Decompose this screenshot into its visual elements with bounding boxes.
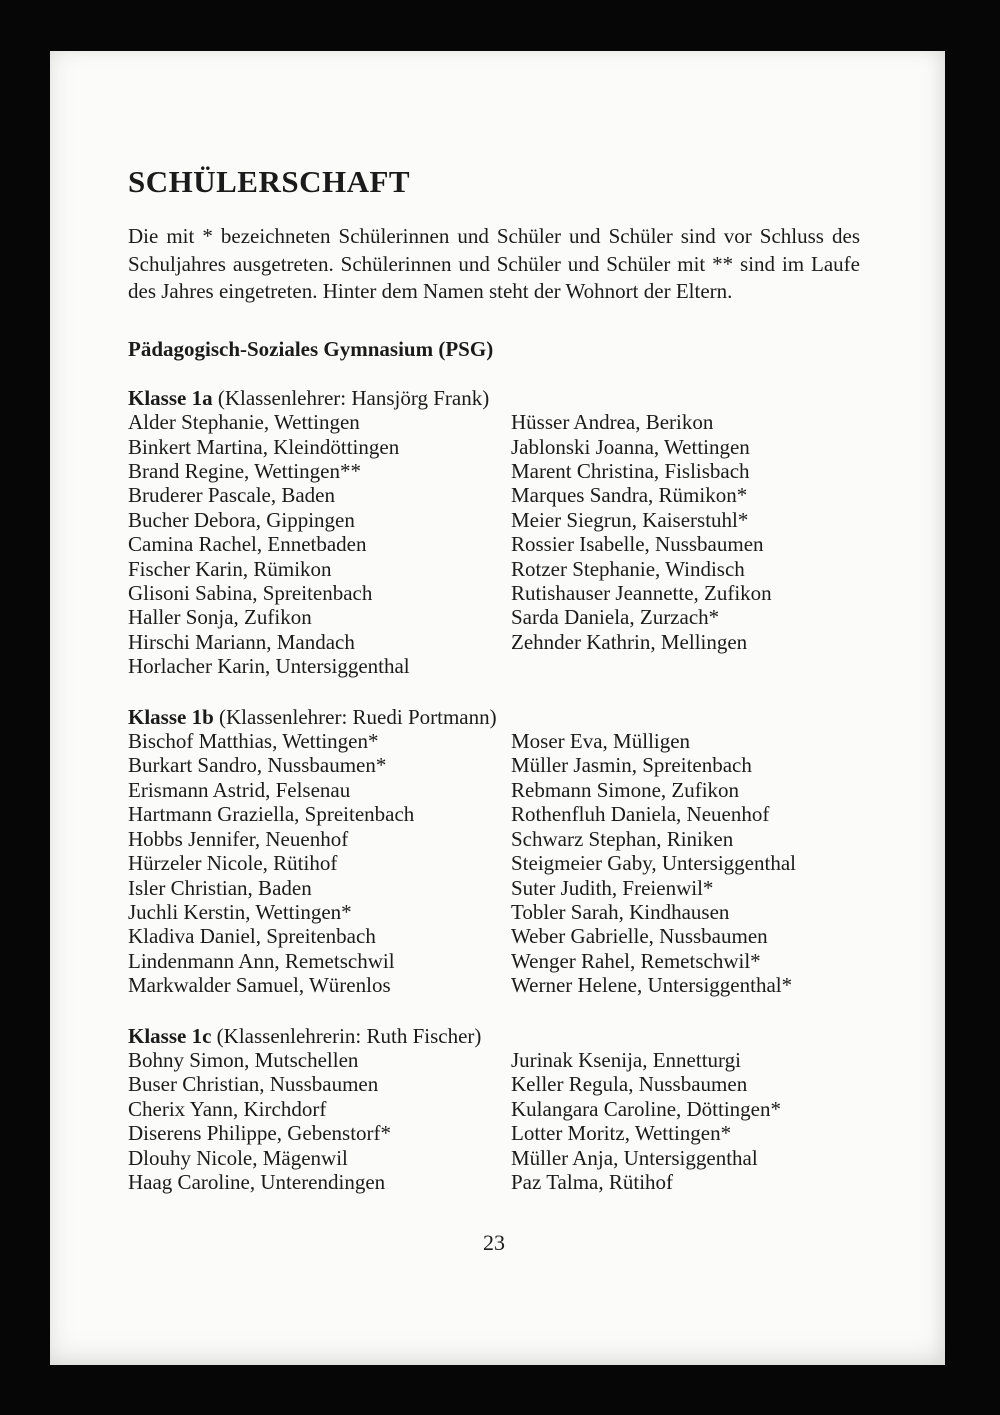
student-column-right: [511, 729, 887, 997]
student-entry: Haag Caroline, Unterendingen: [128, 1169, 386, 1194]
class-header: [128, 386, 887, 410]
student-columns: [128, 729, 887, 997]
student-entry: Juchli Kerstin, Wettingen*: [128, 899, 352, 924]
document-page: [50, 51, 945, 1365]
class-header: [128, 705, 887, 729]
student-entry: Wenger Rahel, Remetschwil*: [511, 948, 761, 973]
student-entry: Tobler Sarah, Kindhausen: [511, 899, 730, 924]
student-entry: Burkart Sandro, Nussbaumen*: [128, 753, 387, 778]
student-entry: Jurinak Ksenija, Ennetturgi: [511, 1047, 741, 1072]
page-content: [50, 51, 945, 1256]
student-entry: Hüsser Andrea, Berikon: [511, 410, 714, 435]
student-entry: Keller Regula, Nussbaumen: [511, 1072, 748, 1097]
student-entry: Kladiva Daniel, Spreitenbach: [128, 924, 376, 949]
student-entry: Alder Stephanie, Wettingen: [128, 410, 360, 435]
student-entry: Haller Sonja, Zufikon: [128, 605, 312, 630]
student-entry: Marques Sandra, Rümikon*: [511, 483, 748, 508]
student-entry: Meier Siegrun, Kaiserstuhl*: [511, 507, 749, 532]
student-entry: Rothenfluh Daniela, Neuenhof: [511, 802, 770, 827]
student-entry: Lotter Moritz, Wettingen*: [511, 1121, 732, 1146]
class-name: Klasse 1b: [128, 704, 214, 729]
student-entry: Steigmeier Gaby, Untersiggenthal: [511, 851, 796, 876]
student-column-left: [128, 410, 511, 678]
student-entry: Glisoni Sabina, Spreitenbach: [128, 581, 373, 606]
page-title: SCHÜLERSCHAFT: [128, 164, 411, 199]
class-name: Klasse 1c: [128, 1023, 212, 1048]
class-name: Klasse 1a: [128, 385, 213, 410]
student-entry: Sarda Daniela, Zurzach*: [511, 605, 720, 630]
student-columns: [128, 410, 887, 678]
student-entry: Zehnder Kathrin, Mellingen: [511, 629, 748, 654]
student-entry: Bohny Simon, Mutschellen: [128, 1047, 359, 1072]
student-entry: Hobbs Jennifer, Neuenhof: [128, 826, 349, 851]
student-entry: Dlouhy Nicole, Mägenwil: [128, 1145, 348, 1170]
student-entry: Suter Judith, Freienwil*: [511, 875, 714, 900]
student-entry: Kulangara Caroline, Döttingen*: [511, 1096, 782, 1121]
class-list: [128, 386, 887, 1195]
student-entry: Marent Christina, Fislisbach: [511, 459, 750, 483]
class-header: [128, 1024, 887, 1048]
student-entry: Erismann Astrid, Felsenau: [128, 777, 351, 802]
section-heading: Pädagogisch-Soziales Gymnasium (PSG): [128, 336, 494, 361]
student-entry: Rotzer Stephanie, Windisch: [511, 556, 745, 581]
student-entry: Rebmann Simone, Zufikon: [511, 777, 740, 802]
student-entry: Weber Gabrielle, Nussbaumen: [511, 924, 768, 949]
class-section: [128, 705, 887, 998]
student-entry: Markwalder Samuel, Würenlos: [128, 973, 391, 998]
student-entry: Paz Talma, Rütihof: [511, 1169, 674, 1194]
student-entry: Moser Eva, Mülligen: [511, 729, 691, 754]
student-column-right: [511, 410, 887, 678]
student-column-left: [128, 729, 511, 997]
student-entry: Horlacher Karin, Untersiggenthal: [128, 654, 410, 679]
student-entry: Rossier Isabelle, Nussbaumen: [511, 532, 764, 557]
student-column-right: [511, 1048, 887, 1194]
page-number: 23: [483, 1230, 505, 1256]
student-entry: Diserens Philippe, Gebenstorf*: [128, 1121, 392, 1146]
student-entry: Schwarz Stephan, Riniken: [511, 826, 734, 851]
class-teacher: (Klassenlehrerin: Ruth Fischer): [211, 1023, 482, 1048]
student-entry: Cherix Yann, Kirchdorf: [128, 1096, 327, 1121]
student-entry: Werner Helene, Untersiggenthal*: [511, 973, 793, 998]
student-entry: Buser Christian, Nussbaumen: [128, 1072, 379, 1097]
student-entry: Jablonski Joanna, Wettingen: [511, 434, 750, 459]
class-teacher: (Klassenlehrer: Hansjörg Frank): [212, 385, 490, 410]
student-entry: Bruderer Pascale, Baden: [128, 483, 335, 508]
student-entry: Hartmann Graziella, Spreitenbach: [128, 802, 415, 827]
student-column-left: [128, 1048, 511, 1194]
student-entry: Rutishauser Jeannette, Zufikon: [511, 581, 772, 606]
class-section: [128, 386, 887, 679]
student-entry: Brand Regine, Wettingen**: [128, 459, 361, 483]
student-entry: Müller Jasmin, Spreitenbach: [511, 753, 752, 778]
student-entry: Isler Christian, Baden: [128, 875, 312, 900]
student-entry: Fischer Karin, Rümikon: [128, 556, 332, 581]
student-entry: Binkert Martina, Kleindöttingen: [128, 434, 400, 459]
student-entry: Bucher Debora, Gippingen: [128, 507, 355, 532]
intro-paragraph: Die mit * bezeichneten Schülerinnen und Schüler und Schüler sind vor Schluss des Schuljahres ausgetreten. Schülerinnen und Schüler und Schüler mit ** sind im Laufe des Jahres eingetreten. Hinter dem Namen steht der Wohnort der Eltern.: [128, 224, 860, 304]
student-entry: Lindenmann Ann, Remetschwil: [128, 948, 395, 973]
student-entry: Bischof Matthias, Wettingen*: [128, 729, 379, 754]
class-teacher: (Klassenlehrer: Ruedi Portmann): [213, 704, 497, 729]
student-entry: Camina Rachel, Ennetbaden: [128, 532, 367, 557]
student-entry: Müller Anja, Untersiggenthal: [511, 1145, 758, 1170]
class-section: [128, 1024, 887, 1195]
student-entry: Hürzeler Nicole, Rütihof: [128, 851, 338, 876]
student-columns: [128, 1048, 887, 1194]
student-entry: Hirschi Mariann, Mandach: [128, 629, 355, 654]
